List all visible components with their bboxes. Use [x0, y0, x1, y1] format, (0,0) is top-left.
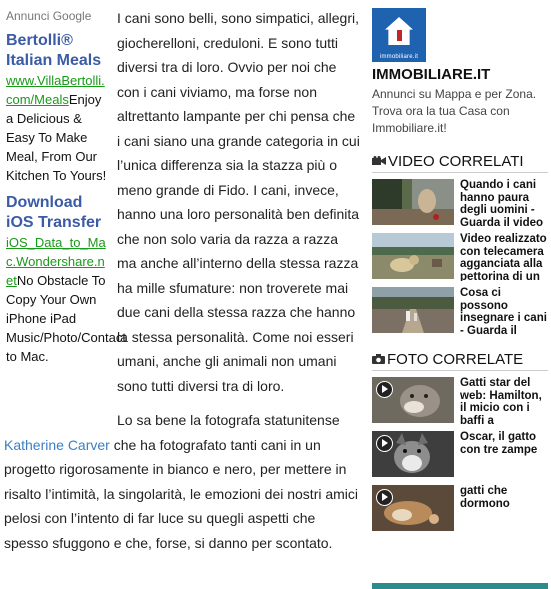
- article-paragraph: [4, 408, 360, 555]
- bottom-banner-edge: [372, 583, 548, 589]
- video-thumbnail[interactable]: [372, 233, 454, 279]
- video-camera-icon: [372, 152, 386, 172]
- camera-icon: [372, 350, 385, 370]
- immobiliare-desc: Annunci su Mappa e per Zona. Trova ora la tua Casa con Immobiliare.it!: [372, 87, 537, 135]
- ad-url[interactable]: www.VillaBertolli.com/Meals: [6, 73, 105, 107]
- video-thumbnail[interactable]: [372, 287, 454, 333]
- video-item[interactable]: [372, 287, 548, 335]
- photo-heading-label: FOTO CORRELATE: [387, 351, 524, 368]
- paragraph-start: Lo sa bene la fotografa statunitense: [117, 412, 340, 428]
- photographer-link[interactable]: Katherine Carver: [4, 436, 110, 453]
- video-item[interactable]: [372, 179, 548, 227]
- ad-title[interactable]: Bertolli® Italian Meals: [6, 32, 102, 69]
- video-heading-label: VIDEO CORRELATI: [388, 153, 524, 170]
- video-item[interactable]: [372, 233, 548, 281]
- article-paragraph: I cani sono belli, sono simpatici, allegri, giocherelloni, creduloni. E sono tutti diversi tra di loro. Ovvio per noi che con i cani viviamo, ma forse non altrettanto lampante per chi pensa che i cani siano una grande categoria in cui l’unica differenza sia la stazza più o meno grande di Fido. I cani, invece, hanno una loro personalità ben definita che non solo varia da razza a razza ma anche all’interno della stessa razza ha mille sfumature: non troverete mai due cani della stessa razza che hanno la stessa personalità. Come noi esseri umani, anche gli animali non umani sono tutti diversi tra di loro.: [117, 10, 360, 394]
- photo-caption[interactable]: Gatti star del web: Hamilton, il micio con i baffi a: [460, 377, 542, 425]
- photo-heading: [372, 350, 548, 371]
- immobiliare-title[interactable]: IMMOBILIARE.IT: [372, 66, 491, 83]
- play-icon: [376, 381, 393, 398]
- video-caption[interactable]: Quando i cani hanno paura degli uomini - Guarda il video: [460, 179, 544, 227]
- house-icon: [385, 17, 413, 45]
- photo-caption[interactable]: Oscar, il gatto con tre zampe: [460, 431, 538, 456]
- sidebar: [372, 8, 548, 533]
- photo-caption[interactable]: gatti che dormono: [460, 485, 510, 510]
- ad-title[interactable]: Download iOS Transfer: [6, 194, 102, 231]
- video-heading: [372, 152, 548, 173]
- paragraph-end: che ha fotografato tanti cani in un progetto rigorosamente in bianco e nero, per mettere in risalto l’intimità, la singolarità, le emozioni dei nostri amici pelosi con l’intento di far luce su quegli aspetti che spesso sfuggono e che, forse, si danno per scontato.: [4, 436, 359, 551]
- ads-label: Annunci Google: [6, 9, 92, 23]
- play-icon: [376, 489, 393, 506]
- video-caption[interactable]: Video realizzato con telecamera agganciata alla pettorina di un: [460, 233, 547, 281]
- ad-text: Enjoy a Delicious & Easy To Make Meal, From Our Kitchen To Yours!: [6, 92, 107, 183]
- immobiliare-logo[interactable]: [372, 8, 426, 62]
- play-icon: [376, 435, 393, 452]
- photo-item[interactable]: [372, 485, 548, 533]
- video-caption[interactable]: Cosa ci possono insegnare i cani - Guarda il: [460, 287, 547, 335]
- logo-text: immobiliare.it: [379, 54, 419, 60]
- photo-thumbnail[interactable]: [372, 431, 454, 477]
- photo-thumbnail[interactable]: [372, 485, 454, 531]
- photo-item[interactable]: [372, 377, 548, 425]
- photo-thumbnail[interactable]: [372, 377, 454, 423]
- video-thumbnail[interactable]: [372, 179, 454, 225]
- ad-text: No Obstacle To Copy Your Own iPhone iPad Music/Photo/Contact to Mac.: [6, 273, 126, 364]
- photo-item[interactable]: [372, 431, 548, 479]
- ad-url[interactable]: iOS_Data_to_Mac.Wondershare.net: [6, 235, 106, 288]
- article-body: [4, 6, 360, 555]
